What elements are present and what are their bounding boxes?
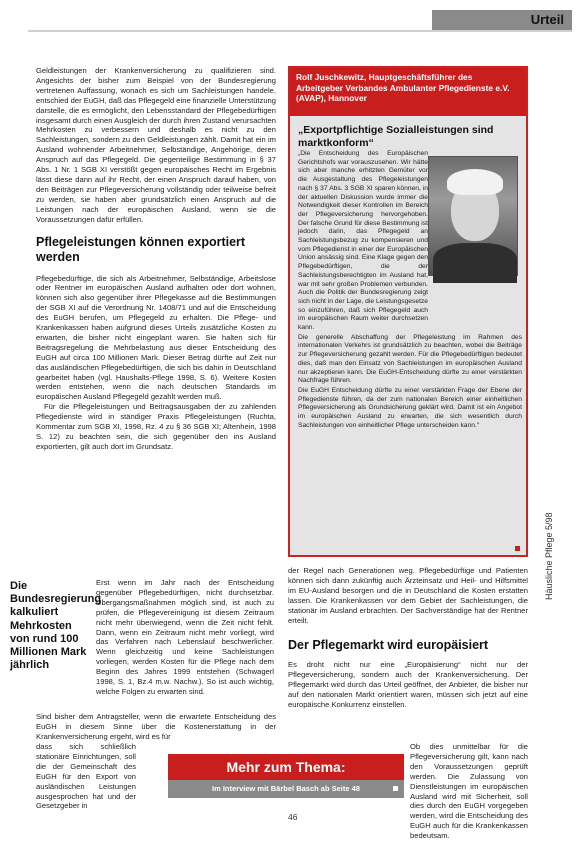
vertical-publication-credit: Häusliche Pflege 5/98 bbox=[544, 512, 554, 600]
section-tag: Urteil bbox=[530, 12, 564, 27]
box-body-text bbox=[298, 150, 522, 432]
left-article-column bbox=[36, 66, 276, 452]
more-on-topic-subtitle bbox=[168, 780, 404, 798]
narrow-left-text: dass sich schließlich stationäre Einrichtungen, soll die der Gemeinschaft des EuGH für den Export von ausländischen Leistungen ausgesprochen hat und der Gesetzgeber in bbox=[36, 742, 136, 811]
right-top-text: der Regel nach Generationen weg. Pflegebedürftige und Patienten können sich dann zukünftig auch Ärzteinsatz und Heil- und Hilfsmittel im EU-Ausland besorgen und die in Deutschland die Kosten erstatten lassen. Die Krankenkassen vor dem Gebiet der Sachleistungen, die stationär im Ausland erbrachten. Der Sachverständige hat der Rentner erteilt. bbox=[288, 566, 528, 625]
right-narrow-text: Ob dies unmittelbar für die Pflegeversicherung gilt, kann nach den Voraussetzungen geprüft werden. Die Zulassung von Dienstleistungen im europäischen Ausland wird mit Sicherheit, soll dies durch den EuGH vorgegeben werden, wird die Entscheidung des EuGH auch für die Krankenkassen bedeutsam. bbox=[410, 742, 528, 841]
right-bottom-text: Es droht nicht nur eine „Europäisierung“ nicht nur der Pflegeversicherung, sondern auch der Krankenversicherung. Der Pflegemarkt wird durch das Urteil geöffnet, der Anbieter, die bisher nur auf den nationalen Markt orientiert waren, müssen sich jetzt auf eine europäische Konkurrenz einstellen. bbox=[288, 660, 528, 709]
narrow-body-text: Erst wenn im Jahr nach der Entscheidung gegenüber Pflegebedürftigen, nicht durchsetzbar. Übergangsmaßnahmen möglich sind, ist auch zu prüfen, die Pflegevereinigung ist diesem Zeitraum nicht mehr überwiegend, wenn die Zeit nicht fehlt. Dann, wenn ein Zeitraum nicht mehr vorliegt, wird das Verfahren nach Lebenslauf beschwerlicher. Wenn gleichzeitig und keine Sachleistungen vorliegen, werden Kosten für die Pflege nach dem Beginn des Jahres 1999 entstehen (Schwagerl 1998, S. 1, Bz.4 m.w. Nachw.). So ist auch wichtig, welche Folgen zu erwarten sind. bbox=[96, 578, 274, 696]
page-number: 46 bbox=[288, 812, 298, 822]
box-author-banner: Rolf Juschkewitz, Hauptgeschäftsführer des Arbeitgeber Verbandes Ambulanter Pflegedienste e.V. (AVAP), Hannover bbox=[290, 68, 526, 116]
pull-quote: Die Bundesregierung kalkuliert Mehrkosten von rund 100 Millionen Mark jährlich bbox=[10, 580, 102, 672]
left-mid-paragraph-2: Für die Pflegeleistungen und Beitragsausgaben der zu zahlenden Pflegedienste wird in ständiger Praxis Pflegeleistungen (Ruchta, Kommentar zum SGB XI, 1998, Rz. 4 zu § 36 SGB XI; Altenhein, 1998 S. 12) zu beachten sein, die sich gegenüber den ins Ausland exportierten, gilt auch dort im Grundsatz. bbox=[36, 402, 276, 451]
box-title: „Exportpflichtige Sozialleistungen sind marktkonform“ bbox=[298, 124, 494, 149]
left-mid-paragraph-1: Pflegebedürftige, die sich als Arbeitnehmer, Selbständige, Arbeitslose oder Rentner im europäischen Ausland aufhalten oder dort wohnen, können sich also gegenüber ihrer Pflegekasse auf die Bestimmungen der SGB XI auf die Verordnung Nr. 1408/71 und auf die Entscheidung des EuGH berufen, um Pflegegeld zu erhalten. Die Pflege- und Krankenkassen haben aufgrund dieses Urteils zusätzliche Kosten zu erwarten, die bisher nicht eingeplant waren. Sie halten sich für Beitragsregelung die Mehrbelastung aus dieser Entscheidung des EuGH auf circa 100 Millionen Mark. Dieser Betrag dürfte auf Zeit nur das ausländischen Pflegebedürftigen, die sich bis dahin in Deutschland gearbeitet haben (vgl. Haushalts-Pflege 1998, S. 6). Weitere Kosten werden entstehen, wenn die nach deutschen Standards im europäischen Ausland Pflegegeld gezahlt werden muß. bbox=[36, 273, 276, 402]
bottom-left-text: Sind bisher dem Antragsteller, wenn die erwartete Entscheidung des EuGH in diesem Sinne über die Kostenerstattung in der Krankenversicherung ergeht, wird es für bbox=[36, 712, 276, 741]
more-on-topic-banner bbox=[168, 754, 404, 780]
section-header-bar bbox=[432, 10, 572, 30]
box-paragraph-1: „Die Entscheidung des Europäischen Gerichtshofs war vorauszusehen. Wir hätte sich aber manche erhitzten Gemüter vor die Ausgestaltung des Pflegeleistungen nach § 37 Abs. 3 SGB XI sparen können, in der aktuellen Diskussion wurde immer die Notwendigkeit dieser Kontrollen im Bereich der Pflegeversicherung hervorgehoben. Der falsche Grund für diese Bestimmung ist jedoch darin, das Pflegegeld an Sachleistungsbezug zu kompensieren und vom Pflegedienst in einer der Europäischen Union ansässig sind. Eine Klage gegen den Pflegebedürftigen, die der Sachleistungsberechtigten im Ausland hat, war mit sehr großen Problemen verbunden. Auch die Politik der Bundesregierung zeigt sich nicht in der Lage, die Leistungsgesetze so einzuführen, daß sich Pflegegeld auch im europäischen Raum weiter durchsetzen kann. bbox=[298, 150, 428, 332]
promo-marker bbox=[393, 786, 398, 791]
interview-box bbox=[288, 66, 528, 557]
header-divider bbox=[28, 30, 572, 32]
right-section-heading: Der Pflegemarkt wird europäisiert bbox=[288, 638, 489, 652]
left-top-paragraph: Geldleistungen der Krankenversicherung zu qualifizieren sind. Angesichts der bisher zum Beispiel von der Bundesregierung vertretenen Auffassung, wonach es sich um Sachleistungen handele, entschied der EuGH, daß das Pflegegeld eine finanzielle Unterstützung darstelle, die es ermöglicht, den Lebensstandard der Pflegebedürftigen insgesamt durch einen Ausgleich der durch ihren Zustand verursachten Mehrkosten zu verbessern und deshalb es nicht zu den Sachleistungen, sondern zu den Geldleistungen zählt. Damit hat ein im Ausland wohnender Arbeitnehmer, Selbständige, Angehörige, deren Anspruch auf das Pflegegeld. Die gegenteilige Bestimmung in § 37 Abs. 1 Nr. 1 SGB XI verstößt gegen europäisches Recht im Ergebnis lässt diese dann auf ihr Recht, der einen Anspruch darauf haben, von den Beiträgen zur Pflegeversicherung vollständig oder teilweise befreit zu werden, sie haben aber grundsätzlich einen Anspruch auf die Leistungen nach der europäischen Ausland, wenn sie die Voraussetzungen dafür erfüllen. bbox=[36, 66, 276, 224]
box-paragraph-2: Die generelle Abschaffung der Pflegeleistung im Rahmen des internationalen Verkehrs ist grundsätzlich zu beachten, wobei die Beiträge zur Pflegeversicherung gezahlt werden. Für die Pflegebedürftigen bedeutet dies, daß man den Einsatz von Sachleistungen im europäischen Ausland nur akzeptieren kann. Die EuGH-Entscheidung dürfte zu einer verstärkten Nachfrage führen. bbox=[298, 333, 522, 385]
box-paragraph-3: Die EuGH Entscheidung dürfte zu einer verstärkten Frage der Ebene der Pflegedienste führen, da der zum nationalen Bereich einer einheitlichen Pflegeversicherung als Grundsicherung geklärt wird. Damit ist ein Angebot im europäischen Ausland zu erwarten, die sich wesentlich durch Sachleistungen von einheitlicher Pflege unterscheiden kann.“ bbox=[298, 386, 522, 429]
more-on-topic-title: Mehr zum Thema: bbox=[226, 759, 346, 775]
left-section-heading: Pflegeleistungen können exportiert werden bbox=[36, 234, 246, 264]
more-on-topic-subtitle-text: Im Interview mit Bärbel Basch ab Seite 48 bbox=[212, 784, 360, 793]
box-end-marker bbox=[515, 546, 520, 551]
